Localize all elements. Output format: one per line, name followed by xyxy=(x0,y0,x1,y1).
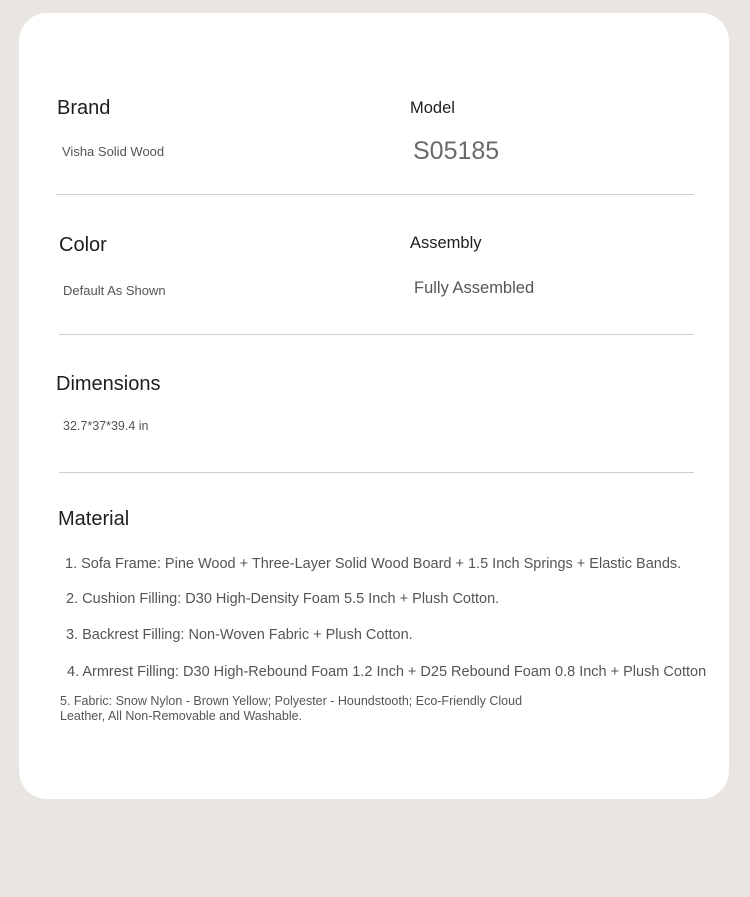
material-item: 2. Cushion Filling: D30 High-Density Foam 5.5 Inch + Plush Cotton. xyxy=(66,591,500,607)
material-item: 5. Fabric: Snow Nylon - Brown Yellow; Polyester - Houndstooth; Eco-Friendly Cloud Leather, All Non-Removable and Washable. xyxy=(60,694,523,723)
dimensions-label: Dimensions xyxy=(56,373,161,395)
material-item: 4. Armrest Filling: D30 High-Rebound Foam 1.2 Inch + D25 Rebound Foam 0.8 Inch + Plush Cotton xyxy=(67,664,707,680)
brand-value: Visha Solid Wood xyxy=(62,144,165,159)
assembly-label: Assembly xyxy=(410,234,482,252)
color-label: Color xyxy=(59,234,107,256)
material-item: 1. Sofa Frame: Pine Wood + Three-Layer Solid Wood Board + 1.5 Inch Springs + Elastic Bands. xyxy=(65,556,682,572)
divider xyxy=(59,472,694,473)
brand-label: Brand xyxy=(57,97,111,119)
model-label: Model xyxy=(410,99,455,117)
divider xyxy=(59,334,694,335)
spec-card xyxy=(19,13,729,799)
color-value: Default As Shown xyxy=(63,283,166,298)
dimensions-value: 32.7*37*39.4 in xyxy=(63,419,149,433)
assembly-value: Fully Assembled xyxy=(414,279,535,297)
model-value: S05185 xyxy=(413,137,500,165)
divider xyxy=(56,194,694,195)
material-item: 3. Backrest Filling: Non-Woven Fabric + Plush Cotton. xyxy=(66,627,413,643)
material-label: Material xyxy=(58,508,130,530)
